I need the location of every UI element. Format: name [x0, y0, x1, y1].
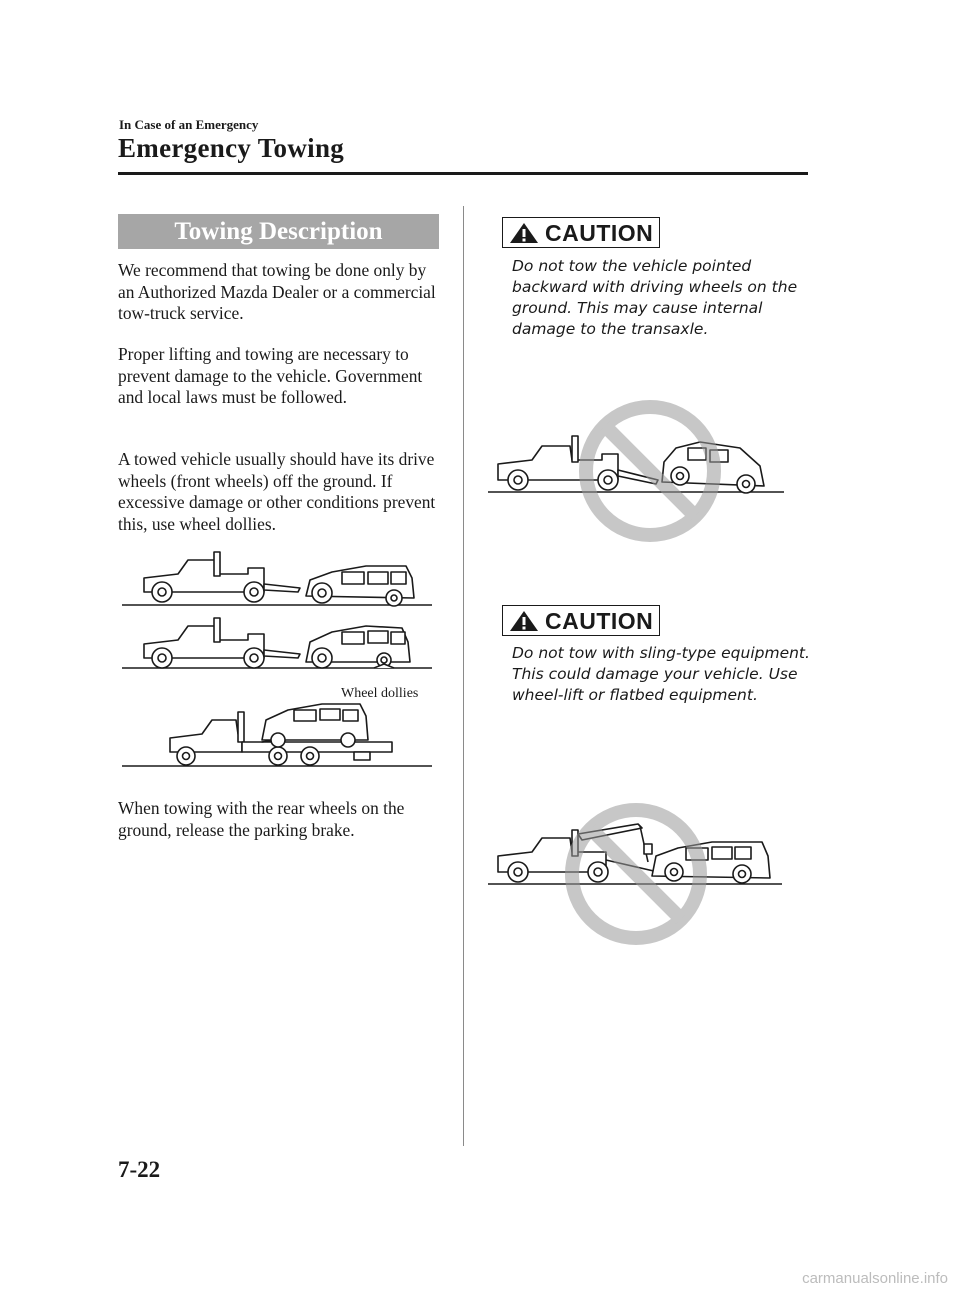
section-label: In Case of an Emergency [119, 117, 259, 132]
warning-triangle-icon [509, 222, 539, 244]
prohibited-sling-towing-illustration [488, 798, 788, 948]
column-divider [463, 206, 464, 1146]
page-number: 7-22 [118, 1157, 161, 1182]
wheel-dollies-illustration [122, 618, 434, 680]
paragraph-recommendation: We recommend that towing be done only by an Authorized Mazda Dealer or a commercial tow-truck service. [118, 260, 436, 323]
wheel-lift-towing-illustration [122, 548, 434, 610]
caution-label-text-2: CAUTION [545, 608, 654, 634]
caution-label-2 [502, 605, 660, 636]
caution-label-1 [502, 217, 660, 248]
caution-text-1: Do not tow the vehicle pointed backward with driving wheels on the ground. This may cause internal damage to the transaxle. [512, 257, 798, 338]
prohibited-backward-towing-illustration [488, 396, 788, 544]
caution-label-text-1: CAUTION [545, 220, 654, 246]
paragraph-drive-wheels: A towed vehicle usually should have its drive wheels (front wheels) off the ground. If excessive damage or other conditions prevent this, use wheel dollies. [118, 449, 436, 534]
title-rule [118, 172, 808, 175]
section-heading: Towing Description [118, 214, 439, 249]
page-title: Emergency Towing [118, 133, 345, 163]
paragraph-proper-lifting: Proper lifting and towing are necessary to prevent damage to the vehicle. Government and local laws must be followed. [118, 344, 423, 407]
watermark: carmanualsonline.info [802, 1270, 948, 1287]
wheel-dollies-caption: Wheel dollies [341, 686, 419, 701]
paragraph-parking-brake: When towing with the rear wheels on the ground, release the parking brake. [118, 798, 405, 840]
caution-text-2: Do not tow with sling-type equipment. This could damage your vehicle. Use wheel-lift or flatbed equipment. [512, 644, 810, 704]
flatbed-towing-illustration [122, 702, 434, 770]
warning-triangle-icon [509, 610, 539, 632]
